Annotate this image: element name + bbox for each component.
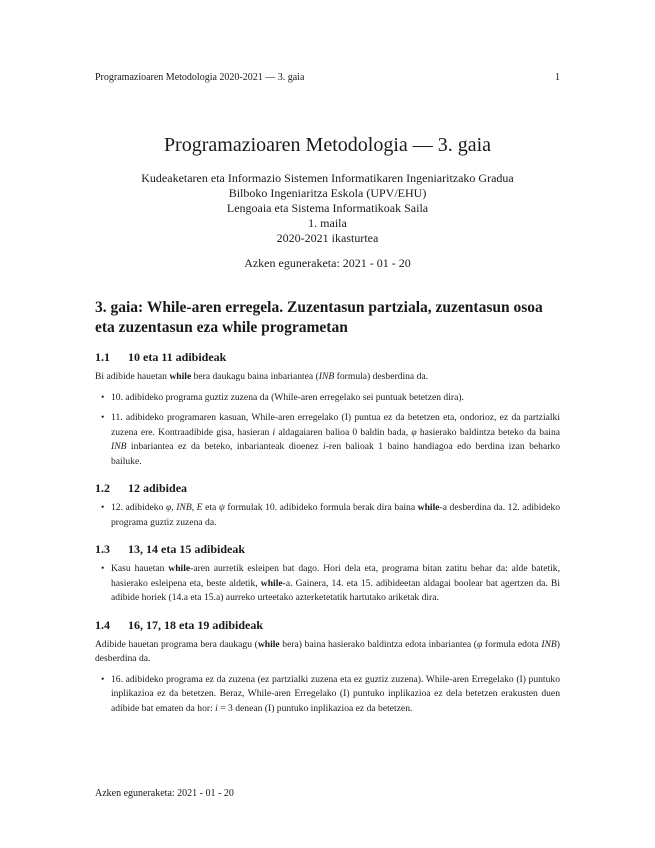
text-run: formula) desberdina da.	[334, 371, 429, 382]
document-body	[95, 298, 560, 722]
math-symbol: INB	[318, 371, 335, 382]
affiliation-line: Kudeaketaren eta Informazio Sistemen Informatikaren Ingeniaritzako Gradua	[141, 171, 514, 185]
text-run: formula edota	[482, 638, 542, 650]
paragraph	[95, 638, 560, 667]
text-run: ) desberdina da.	[95, 638, 560, 664]
bold-term: while	[260, 577, 283, 589]
math-symbol: INB	[111, 441, 127, 452]
bullet-list	[95, 562, 560, 606]
text-run: bera) baina hasierako baldintza edota inbariantea (	[279, 638, 477, 650]
bold-term: while	[257, 638, 280, 650]
math-symbol: i	[215, 702, 218, 714]
math-symbol: i	[323, 441, 326, 452]
subsection-title: 10 eta 11 adibideak	[128, 350, 227, 364]
document-title: Programazioaren Metodologia — 3. gaia	[163, 134, 492, 156]
subsection-heading	[95, 481, 560, 495]
affiliation-line: Bilboko Ingeniaritza Eskola (UPV/EHU)	[228, 186, 427, 200]
text-run: Kasu hauetan	[111, 563, 169, 574]
running-header-text: Programazioaren Metodologia 2020-2021 — 3. gaia	[95, 72, 305, 83]
text-run: 10. adibideko programa guztiz zuzena da (While-aren erregelako sei puntuak betetzen dira).	[111, 391, 464, 403]
text-run: Adibide hauetan programa bera daukagu (	[95, 638, 258, 650]
affiliation-line: Lengoaia eta Sistema Informatikoak Saila	[226, 201, 429, 215]
subsection-heading	[95, 350, 560, 364]
math-symbol: INB	[176, 502, 192, 513]
subsection-number: 1.4	[95, 617, 110, 632]
text-run: bera daukagu baina inbariantea (	[191, 371, 319, 382]
text-run: hasierako baldintza beteko da baina	[416, 426, 560, 438]
text-run: -a. Gainera, 14. eta 15. adibideetan aldagai boolear bat agertzen da. Bi adibide horiek (14.a eta 15.a) aurreko urteetako azterketetatik hartutako ariketak dira.	[111, 577, 560, 603]
affiliation-line: 2020-2021 ikasturtea	[276, 231, 379, 245]
page-number: 1	[555, 72, 560, 83]
list-item	[95, 562, 560, 606]
math-symbol: φ	[165, 502, 172, 513]
text-run: -a desberdina da. 12. adibideko programa guztiz zuzena da.	[111, 502, 561, 528]
subsection-heading	[95, 618, 560, 632]
running-header	[95, 72, 560, 83]
last-updated: Azken eguneraketa: 2021 - 01 - 20	[244, 256, 411, 270]
subsections	[95, 350, 560, 716]
list-item	[95, 673, 560, 717]
text-run: -ren balioak 1 baino handiagoa edo berdina izan beharko bailuke.	[111, 441, 560, 467]
subsection-number: 1.3	[95, 542, 110, 556]
affiliation-block	[0, 171, 655, 246]
text-run: aldagaiaren balioa 0 baldin bada,	[275, 426, 412, 438]
paragraph	[95, 370, 560, 385]
bullet-list	[95, 673, 560, 717]
list-item	[95, 501, 560, 530]
text-run: -aren aurretik esleipen bat dago. Hori dela eta, programa bitan zatitu behar da: alde batetik, hasierako esleipena eta, beste aldetik,	[111, 563, 560, 589]
list-item	[95, 411, 560, 469]
text-run: 16. adibideko programa ez da zuzena (ez partzialki zuzena eta ez guztiz zuzena). While-aren Erregelako (I) puntuko inplikazioa ez da betetzen. Beraz, While-aren Erregelako (I) puntuko inplikazioa ez dela betetzen erakusten duen adibide bat ematen da hor:	[111, 673, 560, 714]
math-symbol: E	[196, 502, 203, 513]
affiliation-line: 1. maila	[308, 216, 347, 230]
bullet-list	[95, 391, 560, 470]
math-symbol: φ	[477, 638, 483, 650]
bullet-list	[95, 501, 560, 530]
text-run: formulak 10. adibideko formula berak dira baina	[224, 502, 418, 513]
subsection-heading	[95, 542, 560, 556]
text-run: 12. adibideko	[111, 502, 166, 513]
text-run: ,	[171, 502, 177, 513]
bold-term: while	[168, 563, 191, 574]
text-run: 11. adibideko programaren kasuan, While-aren erregelako (I) puntua ez da betetzen eta, ondorioz, ez da partzialki zuzena ere. Kontraadibide gisa, hasieran	[111, 412, 560, 438]
page-footer: Azken eguneraketa: 2021 - 01 - 20	[95, 788, 234, 799]
bold-term: while	[417, 502, 440, 513]
subsection-number: 1.1	[95, 350, 110, 364]
text-run: = 3 denean (I) puntuko inplikazioa ez da betetzen.	[217, 702, 413, 714]
math-symbol: INB	[541, 638, 557, 650]
subsection-number: 1.2	[95, 481, 110, 495]
subsection-title: 13, 14 eta 15 adibideak	[128, 542, 246, 556]
list-item	[95, 391, 560, 406]
text-run: ,	[191, 502, 197, 513]
math-symbol: ψ	[218, 502, 225, 513]
math-symbol: φ	[411, 426, 417, 438]
subsection-title: 16, 17, 18 eta 19 adibideak	[128, 617, 264, 632]
bold-term: while	[169, 371, 192, 382]
text-run: eta	[202, 502, 219, 513]
text-run: inbariantea ez da beteko, inbarianteak dioenez	[126, 441, 324, 452]
math-symbol: i	[272, 426, 276, 438]
text-run: Bi adibide hauetan	[95, 371, 170, 382]
subsection-title: 12 adibidea	[128, 481, 188, 495]
section-heading: 3. gaia: While-aren erregela. Zuzentasun partziala, zuzentasun osoa eta zuzentasun eza while programetan	[95, 299, 543, 336]
